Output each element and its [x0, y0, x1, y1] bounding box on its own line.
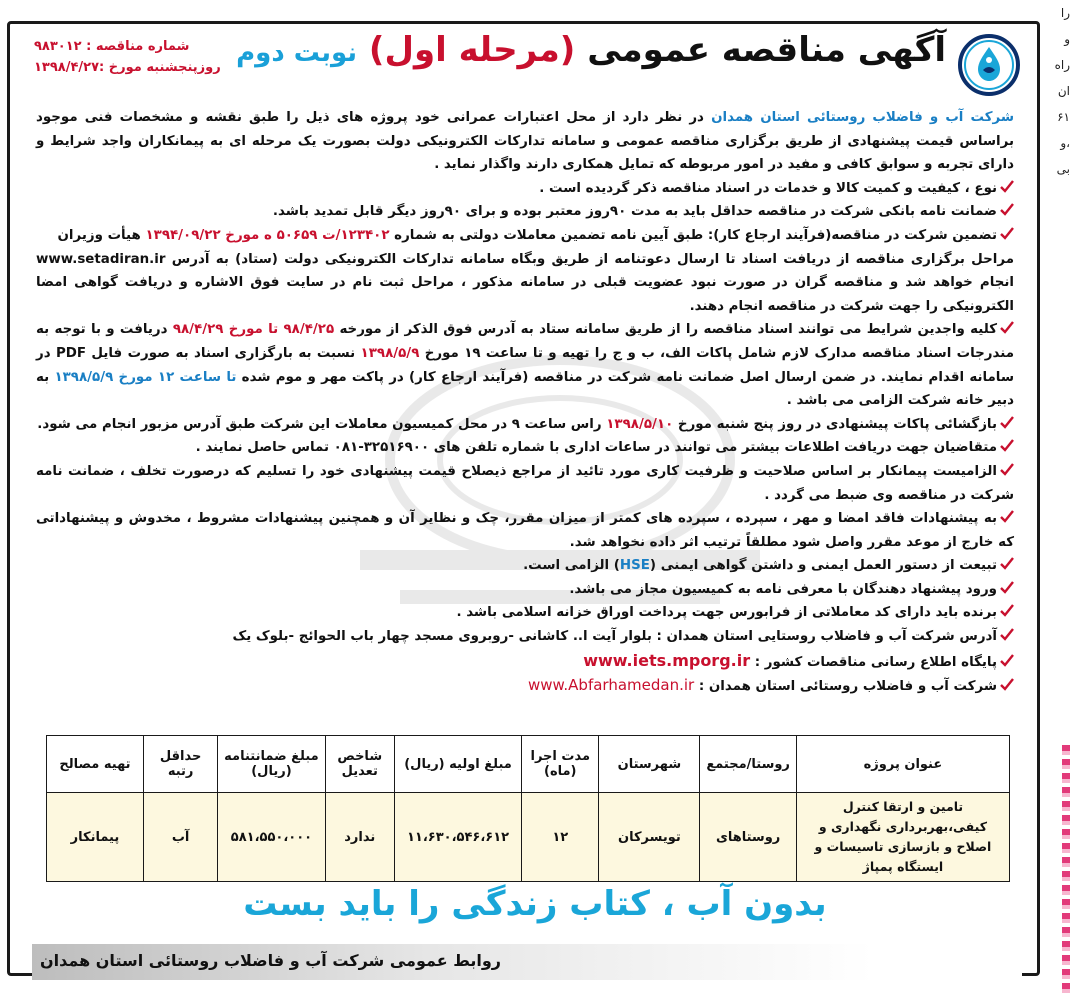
notice-item [36, 460, 1014, 507]
checkmark-icon [1000, 654, 1014, 668]
checkmark-icon [1000, 321, 1014, 335]
checkmark-icon [1000, 439, 1014, 453]
intro-text: در نظر دارد از محل اعتبارات عمرانی خود پروژه های ذیل را طبق نقشه و مشخصات فنی موجود براساس قیمت پیشنهادی از طریق برگزاری مناقصه عمومی و سامانه تدارکات الکترونیکی دولت بصورت یک مرحله ای به پیمانکاران واجد شرایط و دارای تجربه و سوابق کافی و مفید در امور مربوطه که تمایل همکاری دارند واگذار نماید . [36, 110, 1014, 173]
item-text: ضمانت نامه بانکی شرکت در مناقصه حداقل باید به مدت ۹۰روز معتبر بوده و برای ۹۰روز دیگر قابل تمدید باشد. [272, 204, 997, 220]
title-main: آگهی مناقصه عمومی [587, 30, 946, 70]
decree-reference: ۱۲۳۴۰۲/ت ۵۰۶۵۹ ه مورخ ۱۳۹۴/۰۹/۲۲ [145, 227, 390, 243]
item-text: دریافت و با توجه به مندرجات اسناد مناقصه مدارک لازم شامل پاکات الف، ب و ج را تهیه و تا ساعت ۱۹ مورخ [36, 322, 1014, 361]
item-text: به دبیر خانه شرکت الزامی می باشد . [36, 369, 1014, 409]
table-cell: ۵۸۱،۵۵۰،۰۰۰ [218, 793, 325, 882]
col-header: مبلغ ضمانتنامه (ریال) [218, 736, 325, 793]
intro-company: شرکت آب و فاضلاب روستائی استان همدان [711, 110, 1014, 125]
table-header-row [47, 736, 1010, 793]
notice-body [36, 106, 1014, 699]
slogan: بدون آب ، کتاب زندگی را باید بست [243, 884, 827, 924]
side-line: و [1064, 32, 1070, 46]
tender-number: شماره مناقصه : ۹۸۳۰۱۲ [34, 39, 190, 54]
table-row [47, 793, 1010, 882]
abfar-url-link[interactable]: www.Abfarhamedan.ir [527, 676, 695, 695]
checkmark-icon [1000, 463, 1014, 477]
checkmark-icon [1000, 604, 1014, 618]
col-header: مبلغ اولیه (ریال) [394, 736, 521, 793]
col-header: حداقل رتبه [143, 736, 217, 793]
notice-item [36, 507, 1014, 554]
table-cell: تویسرکان [599, 793, 700, 882]
checkmark-icon [1000, 416, 1014, 430]
hse-label: HSE [619, 558, 650, 574]
notice-header [20, 30, 1030, 98]
intro-paragraph [36, 106, 1014, 177]
item-text: شرکت آب و فاضلاب روستائی استان همدان : [694, 679, 997, 695]
item-text: بازگشائی پاکات پیشنهادی در روز پنج شنبه مورخ [673, 416, 997, 432]
notice-title [236, 30, 946, 70]
side-decoration-bars [1062, 745, 1070, 995]
side-line: راه [1054, 58, 1070, 72]
table-cell: ندارد [325, 793, 394, 882]
notice-paragraph [36, 248, 1014, 319]
item-text: آدرس شرکت آب و فاضلاب روستایی استان همدان : بلوار آیت ا.. کاشانی -روبروی مسجد چهار باب الحوائج -بلوک یک [232, 629, 997, 645]
notice-item [36, 649, 1014, 675]
col-header: شهرستان [599, 736, 700, 793]
notice-item [36, 601, 1014, 625]
side-line: بی [1056, 162, 1070, 176]
project-title-cell: تامین و ارتقا کنترل کیفی،بهربرداری نگهداری و اصلاح و بازسازی تاسیسات و ایستگاه پمپاژ [796, 793, 1009, 882]
col-header: شاخص تعدیل [325, 736, 394, 793]
document-dates: ۹۸/۴/۲۵ تا مورخ ۹۸/۴/۲۹ [172, 322, 335, 338]
col-header: تهیه مصالح [47, 736, 144, 793]
item-text: الزامیست پیمانکار بر اساس صلاحیت و ظرفیت کاری مورد تائید از مراجع ذیصلاح قیمت پیشنهادی خود را تسلیم که درصورت تخلف ، ضمانت نامه شرکت در مناقصه وی ضبط می گردد . [36, 463, 1014, 503]
guarantee-deadline: تا ساعت ۱۲ مورخ ۱۳۹۸/۵/۹ [54, 369, 237, 385]
item-text: ) الزامی است. [523, 558, 620, 574]
item-text: ورود پیشنهاد دهندگان با معرفی نامه به کمیسیون مجاز می باشد. [569, 581, 997, 597]
title-stage: (مرحله اول) [368, 30, 576, 70]
setad-url-link[interactable]: www.setadiran.ir [36, 251, 166, 267]
table-cell: روستاهای [700, 793, 797, 882]
item-text: انجام خواهد شد و مناقصه گران در صورت نبود عضویت قبلی در سامانه مذکور ، مراحل ثبت نام در سایت فوق الاشاره و دریافت گواهی امضا الکترونیکی را جهت شرکت در مناقصه انجام دهند. [36, 275, 1014, 314]
iets-url-link[interactable]: www.iets.mporg.ir [583, 650, 751, 670]
item-text: نسبت به بارگزاری اسناد به صورت فایل PDF در سامانه اقدام نمایند. در ضمن ارسال اصل ضمانت نامه شرکت در مناقصه (فرآیند ارجاع کار) در پاکت مهر و موم شده [36, 345, 1015, 385]
item-text: متقاضیان جهت دریافت اطلاعات بیشتر می توانند در ساعات اداری با شماره تلفن های ۳۲۵۱۶۹۰۰-۰۸۱ تماس حاصل نمایند . [195, 440, 997, 456]
tender-date: روزپنجشنبه مورخ :۱۳۹۸/۴/۲۷ [34, 60, 221, 75]
checkmark-icon [1000, 227, 1014, 241]
item-text: راس ساعت ۹ در محل کمیسیون معاملات این شرکت طبق آدرس مزبور انجام می شود. [37, 416, 607, 432]
table-cell: ۱۱،۶۳۰،۵۴۶،۶۱۲ [394, 793, 521, 882]
notice-item [36, 413, 1014, 437]
item-text: مراحل برگزاری مناقصه از دریافت اسناد تا ارسال دعوتنامه از طریق وبگاه سامانه تدارکات الکترونیکی دولت (ستاد) به آدرس [165, 251, 1014, 267]
notice-item [36, 578, 1014, 602]
side-line: ۶۱ [1057, 110, 1070, 124]
checkmark-icon [1000, 557, 1014, 571]
table-cell: پیمانکار [47, 793, 144, 882]
side-column-text [1050, 0, 1070, 210]
col-header: روستا/مجتمع [700, 736, 797, 793]
tender-meta [34, 36, 221, 78]
item-text: هیأت وزیران [57, 227, 146, 243]
side-line: ان [1057, 84, 1070, 98]
table-cell: آب [143, 793, 217, 882]
item-text: تبیعت از دستور العمل ایمنی و داشتن گواهی ایمنی ( [649, 558, 997, 574]
notice-item [36, 177, 1014, 201]
item-text: کلیه واجدین شرایط می توانند اسناد مناقصه را از طریق سامانه ستاد به آدرس فوق الذکر از مورخه [334, 322, 997, 338]
water-drop-logo-icon [962, 38, 1016, 92]
item-text: نوع ، کیفیت و کمیت کالا و خدمات در اسناد مناقصه ذکر گردیده است . [539, 180, 997, 196]
opening-date: ۱۳۹۸/۵/۱۰ [606, 416, 674, 432]
side-line: را [1060, 6, 1070, 20]
upload-deadline: ۱۳۹۸/۵/۹ [360, 345, 420, 361]
checkmark-icon [1000, 581, 1014, 595]
item-text: برنده باید دارای کد معاملاتی از فرابورس جهت پرداخت اوراق خزانه اسلامی باشد . [456, 605, 997, 621]
company-logo [958, 34, 1020, 96]
notice-item [36, 200, 1014, 224]
projects-table [46, 735, 1010, 882]
item-text: پایگاه اطلاع رسانی مناقصات کشور : [750, 654, 997, 670]
col-header: عنوان پروژه [796, 736, 1009, 793]
notice-item [36, 436, 1014, 460]
footer-text: روابط عمومی شرکت آب و فاضلاب روستائی استان همدان [40, 951, 501, 970]
checkmark-icon [1000, 180, 1014, 194]
title-round: نوبت دوم [236, 38, 358, 68]
col-header: مدت اجرا (ماه) [522, 736, 599, 793]
notice-item [36, 318, 1014, 412]
checkmark-icon [1000, 678, 1014, 692]
item-text: تضمین شرکت در مناقصه(فرآیند ارجاع کار): طبق آیین نامه تضمین معاملات دولتی به شماره [389, 227, 997, 243]
checkmark-icon [1000, 203, 1014, 217]
table-cell: ۱۲ [522, 793, 599, 882]
notice-item [36, 625, 1014, 649]
checkmark-icon [1000, 510, 1014, 524]
notice-item [36, 554, 1014, 578]
notice-item [36, 674, 1014, 699]
item-text: به پیشنهادات فاقد امضا و مهر ، سپرده ، سپرده های کمتر از میزان مقرر، چک و نظایر آن و همچنین پیشنهادات مشروط ، مخدوش و پیشنهاداتی که خارج از موعد مقرر واصل شود مطلقاً ترتیب اثر داده نخواهد شد. [36, 511, 1014, 550]
side-line: و، [1060, 136, 1070, 150]
notice-item [36, 224, 1014, 248]
checkmark-icon [1000, 628, 1014, 642]
